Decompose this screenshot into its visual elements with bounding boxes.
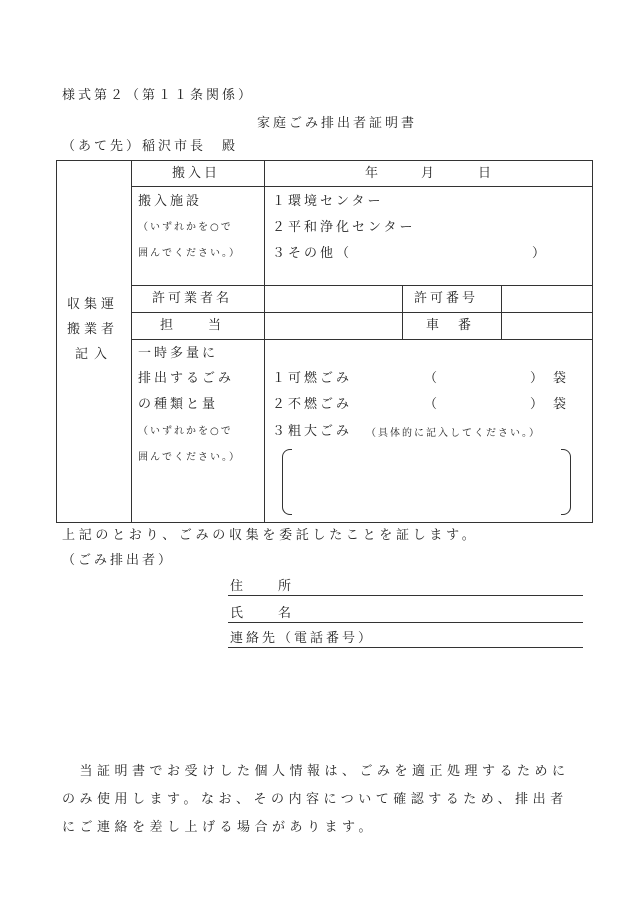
bulky-waste-note: （具体的に記入してください。） xyxy=(366,428,541,439)
person-in-charge-label: 担 当 xyxy=(160,318,225,333)
facility-option[interactable]: １環境センター xyxy=(272,194,384,209)
waste-item-name[interactable]: １可燃ごみ xyxy=(272,371,353,386)
discharger-label: （ごみ排出者） xyxy=(62,553,175,568)
grid-line xyxy=(131,160,132,523)
vehicle-number-label: 車 番 xyxy=(426,318,475,333)
address-label: 住 所 xyxy=(230,579,295,594)
certification-statement: 上記のとおり、ごみの収集を委託したことを証します。 xyxy=(62,528,479,543)
date-month-label: 月 xyxy=(421,166,438,181)
side-label-line: 記入 xyxy=(75,347,114,362)
waste-note-line: （いずれかを○で xyxy=(138,426,233,437)
name-label: 氏 名 xyxy=(230,606,295,621)
addressee: （あて先）稲沢市長 殿 xyxy=(62,139,239,154)
grid-line xyxy=(131,285,593,286)
facility-option[interactable]: ３その他（ xyxy=(272,246,353,261)
waste-item-close: ） xyxy=(530,397,547,412)
facility-other-close: ） xyxy=(532,246,549,261)
waste-item-unit: 袋 xyxy=(553,397,570,412)
form-number: 様式第２（第１１条関係） xyxy=(62,88,255,103)
grid-line xyxy=(131,186,593,187)
bulky-waste-label[interactable]: ３粗大ごみ xyxy=(272,424,353,439)
document-title: 家庭ごみ排出者証明書 xyxy=(257,116,418,131)
side-label-line: 収集運 xyxy=(67,297,119,312)
facility-option[interactable]: ２平和浄化センター xyxy=(272,220,416,235)
license-number-label: 許可番号 xyxy=(414,291,479,306)
waste-item-close: ） xyxy=(530,371,547,386)
facility-note-line: （いずれかを○で xyxy=(138,222,233,233)
waste-item-unit: 袋 xyxy=(553,371,570,386)
grid-line xyxy=(131,312,593,313)
waste-label-line: 排出するごみ xyxy=(138,371,235,386)
date-day-label: 日 xyxy=(478,166,495,181)
contact-label: 連絡先（電話番号） xyxy=(230,631,375,646)
grid-line xyxy=(264,160,265,523)
waste-item-name[interactable]: ２不燃ごみ xyxy=(272,397,353,412)
name-field-line[interactable] xyxy=(228,622,583,623)
bulky-detail-bracket-right xyxy=(561,449,571,515)
privacy-notice: 当証明書でお受けした個人情報は、ごみを適正処理するためにのみ使用します。なお、その内容について確認するため、排出者にご連絡を差し上げる場合があります。 xyxy=(62,764,570,835)
bulky-detail-bracket-left xyxy=(282,449,292,515)
contact-field-line[interactable] xyxy=(228,647,583,648)
address-field-line[interactable] xyxy=(228,595,583,596)
waste-label-line: の種類と量 xyxy=(138,397,219,412)
grid-line xyxy=(131,339,593,340)
delivery-date-label: 搬入日 xyxy=(172,166,221,181)
bulky-detail-field[interactable] xyxy=(294,452,558,512)
waste-item-open: （ xyxy=(424,397,441,412)
date-year-label: 年 xyxy=(365,166,382,181)
waste-note-line: 囲んでください。） xyxy=(138,452,241,463)
side-label-line: 搬業者 xyxy=(67,322,119,337)
licensee-name-label: 許可業者名 xyxy=(152,291,233,306)
facility-note-line: 囲んでください。） xyxy=(138,248,241,259)
waste-label-line: 一時多量に xyxy=(138,346,219,361)
facility-label: 搬入施設 xyxy=(138,194,203,209)
waste-item-open: （ xyxy=(424,371,441,386)
